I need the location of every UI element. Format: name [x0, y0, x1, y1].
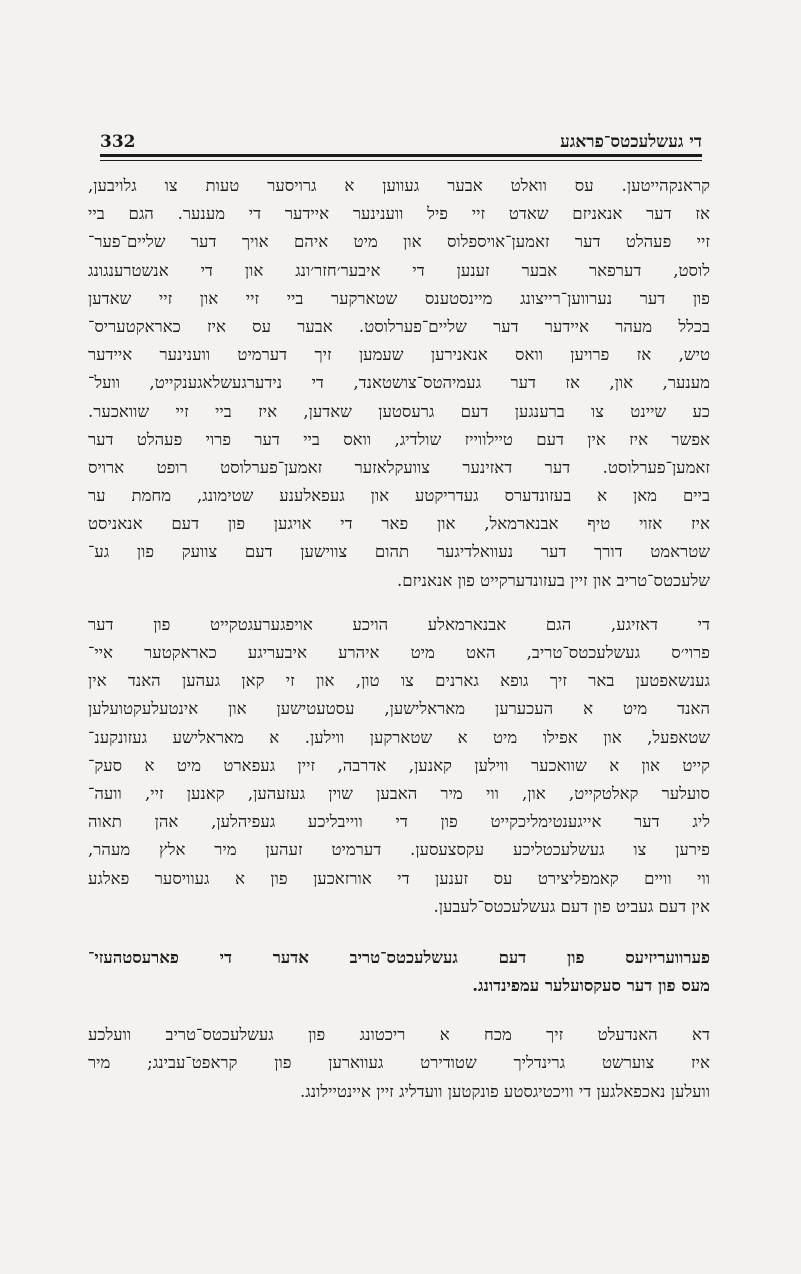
text-line: איז צוערשט גרינדליך שטודירט געווארען פון קראפט־עבינג; מיר [88, 1053, 710, 1073]
text-line: סועלער קאלטקייט, און, ווי מיר האבען שוין געזעהען, קאנען זיי, וועה־ [88, 783, 710, 803]
text-line: גענשאפטען באר זיך גופא גארנים צו טון, און זי קאן געהען האנד אין [88, 671, 710, 691]
text-line: ווי וויים קאמפליצירט עס זענען די אורזאכען פון א געוויסער פאלגע [88, 868, 710, 888]
text-line: וועלען נאכפאלגען די וויכטיגסטע פונקטען וועדליג זיין איינטיילונג. [300, 1081, 710, 1101]
text-line: פערוועריזיעס פון דעם געשלעכטס־טריב אדער די פארעסטהעזי־ [88, 946, 710, 967]
running-title: די געשלעכטס־פראגע [560, 132, 702, 152]
text-line: איז אזוי טיף אבנארמאל, און פאר די אויגען פון דעם אנאניסט [88, 514, 710, 534]
text-line: מענער, און, אז דער געמיהטס־צושטאנד, די נידערגעשלאגענקייט, וועל־ [88, 373, 710, 393]
text-line: זיי פעהלט דער זאמען־אויספלוס און מיט איהם אויך דער שליים־פער־ [88, 232, 710, 252]
text-line: שטאפעל, און אפילו מיט א שטארקען ווילען. א מאראלישע געזונקענ־ [88, 727, 710, 747]
running-header [100, 132, 702, 152]
text-line: טיש, אז פרויען וואס אנאנירען שעמען זיך דערמיט ווענינער איידער [88, 345, 710, 365]
text-line: פון דער נערווען־רייצונג מיינסטענס שטארקער ביי זיי און זיי שאדען [88, 288, 710, 308]
text-line: לוסט, דערפאר אבער זענען די איבער׳חזר׳ונג און די אנשטרענגונג [88, 260, 710, 280]
section-heading [88, 943, 710, 999]
text-line: אפשר איז אין דעם טיילווייז שולדיג, וואס ביי דער פרוי פעהלט דער [88, 429, 710, 449]
text-line: אז דער אנאניזם שאדט זיי פיל ווענינער איידער די מענער. הגם ביי [88, 204, 710, 224]
text-line: קראנקהייטען. עס וואלט אבער געווען א גרויסער טעות צו גלויבען, [88, 176, 710, 195]
header-rule-thick [100, 154, 702, 157]
text-line: די דאזיגע, הגם אבנארמאלע הויכע אויפגערעגטקייט פון דער [88, 614, 710, 634]
text-line: כע שיינט צו ברענגען דעם גרעסטען שאדען, איז ביי זיי שוואכער. [88, 401, 710, 421]
header-rule-thin [100, 160, 702, 161]
text-line: קייט און א שוואכער ווילען קאנען, אדרבה, זיין געפארט מיט א סעק־ [88, 755, 710, 775]
text-line: מעס פון דער סעקסועלער עמפינדונג. [472, 975, 710, 996]
paragraph-spacer [88, 921, 710, 943]
paragraph-spacer [88, 999, 710, 1021]
text-line: שלעכטס־טריב און זיין בעזונדערקייט פון אנאניזם. [397, 570, 710, 590]
text-line: פירען צו געשלעכטליכע עקסצעסען. דערמיט זעהען מיר אלץ מעהר, [88, 840, 710, 860]
text-line: ביים מאן א בעזונדערס געדריקטע און געפאלענע שטימונג, מחמת ער [88, 486, 710, 506]
text-line: זאמען־פערלוסט. דער דאזינער צוועקלאזער זאמען־פערלוסט רופט ארויס [88, 457, 710, 477]
text-body [88, 172, 710, 1106]
page-number: 332 [100, 132, 136, 152]
text-line: בכלל מעהר איידער דער שליים־פערלוסט. אבער עס איז כאראקטעריס־ [88, 316, 710, 336]
text-line: ליג דער אייגענטימליכקייט פון די ווייבליכע געפיהלען, אהן תאוה [88, 812, 710, 832]
paragraph-3 [88, 1021, 710, 1106]
text-line: האנד מיט א העכערען מאראלישען, עסטעטישען און אינטעלעקטועלען [88, 699, 710, 719]
text-line: דא האנדעלט זיך מכח א ריכטונג פון געשלעכטס־טריב וועלכע [88, 1025, 710, 1045]
text-line: אין דעם געביט פון דעם געשלעכטס־לעבען. [433, 896, 710, 916]
paragraph-2 [88, 611, 710, 921]
paragraph-spacer [88, 595, 710, 611]
paragraph-1 [88, 172, 710, 595]
text-line: פרוי׳ס געשלעכטס־טריב, האט מיט איהרע איבעריגע כאראקטער איי־ [88, 643, 710, 662]
text-line: שטראמט דורך דער נעוואלדיגער תהום צווישען דעם צוועק פון גע־ [88, 542, 710, 562]
